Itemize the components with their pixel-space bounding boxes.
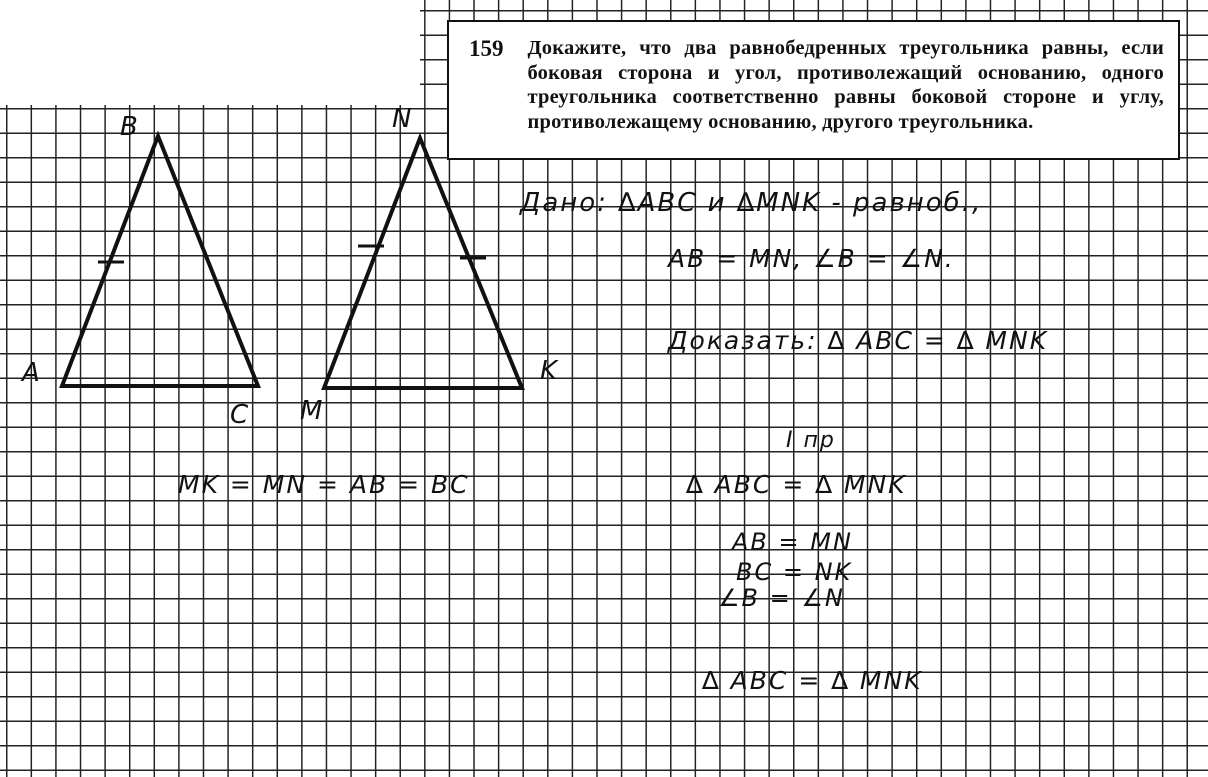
proof-step-1: AB = MN	[732, 528, 853, 556]
triangle-mnk	[324, 138, 522, 388]
claim-line: ∆ ABC = ∆ MNK	[686, 470, 907, 499]
conclusion-line: ∆ ABC = ∆ MNK	[702, 666, 923, 695]
prove-line: Доказать: ∆ ABC = ∆ MNK	[668, 326, 1049, 355]
vertex-label-a: A	[22, 358, 40, 388]
vertex-label-m: M	[300, 396, 323, 426]
vertex-label-c: C	[230, 400, 249, 430]
proof-step-3: ∠B = ∠N	[718, 584, 845, 612]
given-line: Дано: ∆ABC и ∆MNK - равноб.,	[520, 188, 983, 218]
proof-step-2: BC = NK	[736, 558, 853, 586]
vertex-label-b: B	[120, 112, 138, 142]
vertex-label-n: N	[392, 104, 412, 134]
equality-chain: MK = MN = AB = BC	[178, 470, 470, 499]
vertex-label-k: K	[540, 356, 558, 386]
task-number: 159	[469, 36, 504, 61]
triangle-abc	[62, 136, 258, 386]
task-statement: Докажите, что два равнобедренных треугольника равны, если боковая сторона и угол, противолежащий основанию, одного треугольника соответственно равны боковой стороне и углу, противолежащему основанию, другого треугольника.	[527, 37, 1164, 133]
given-equalities: AB = MN, ∠B = ∠N.	[668, 244, 955, 273]
sign-title: I пр	[786, 428, 836, 453]
